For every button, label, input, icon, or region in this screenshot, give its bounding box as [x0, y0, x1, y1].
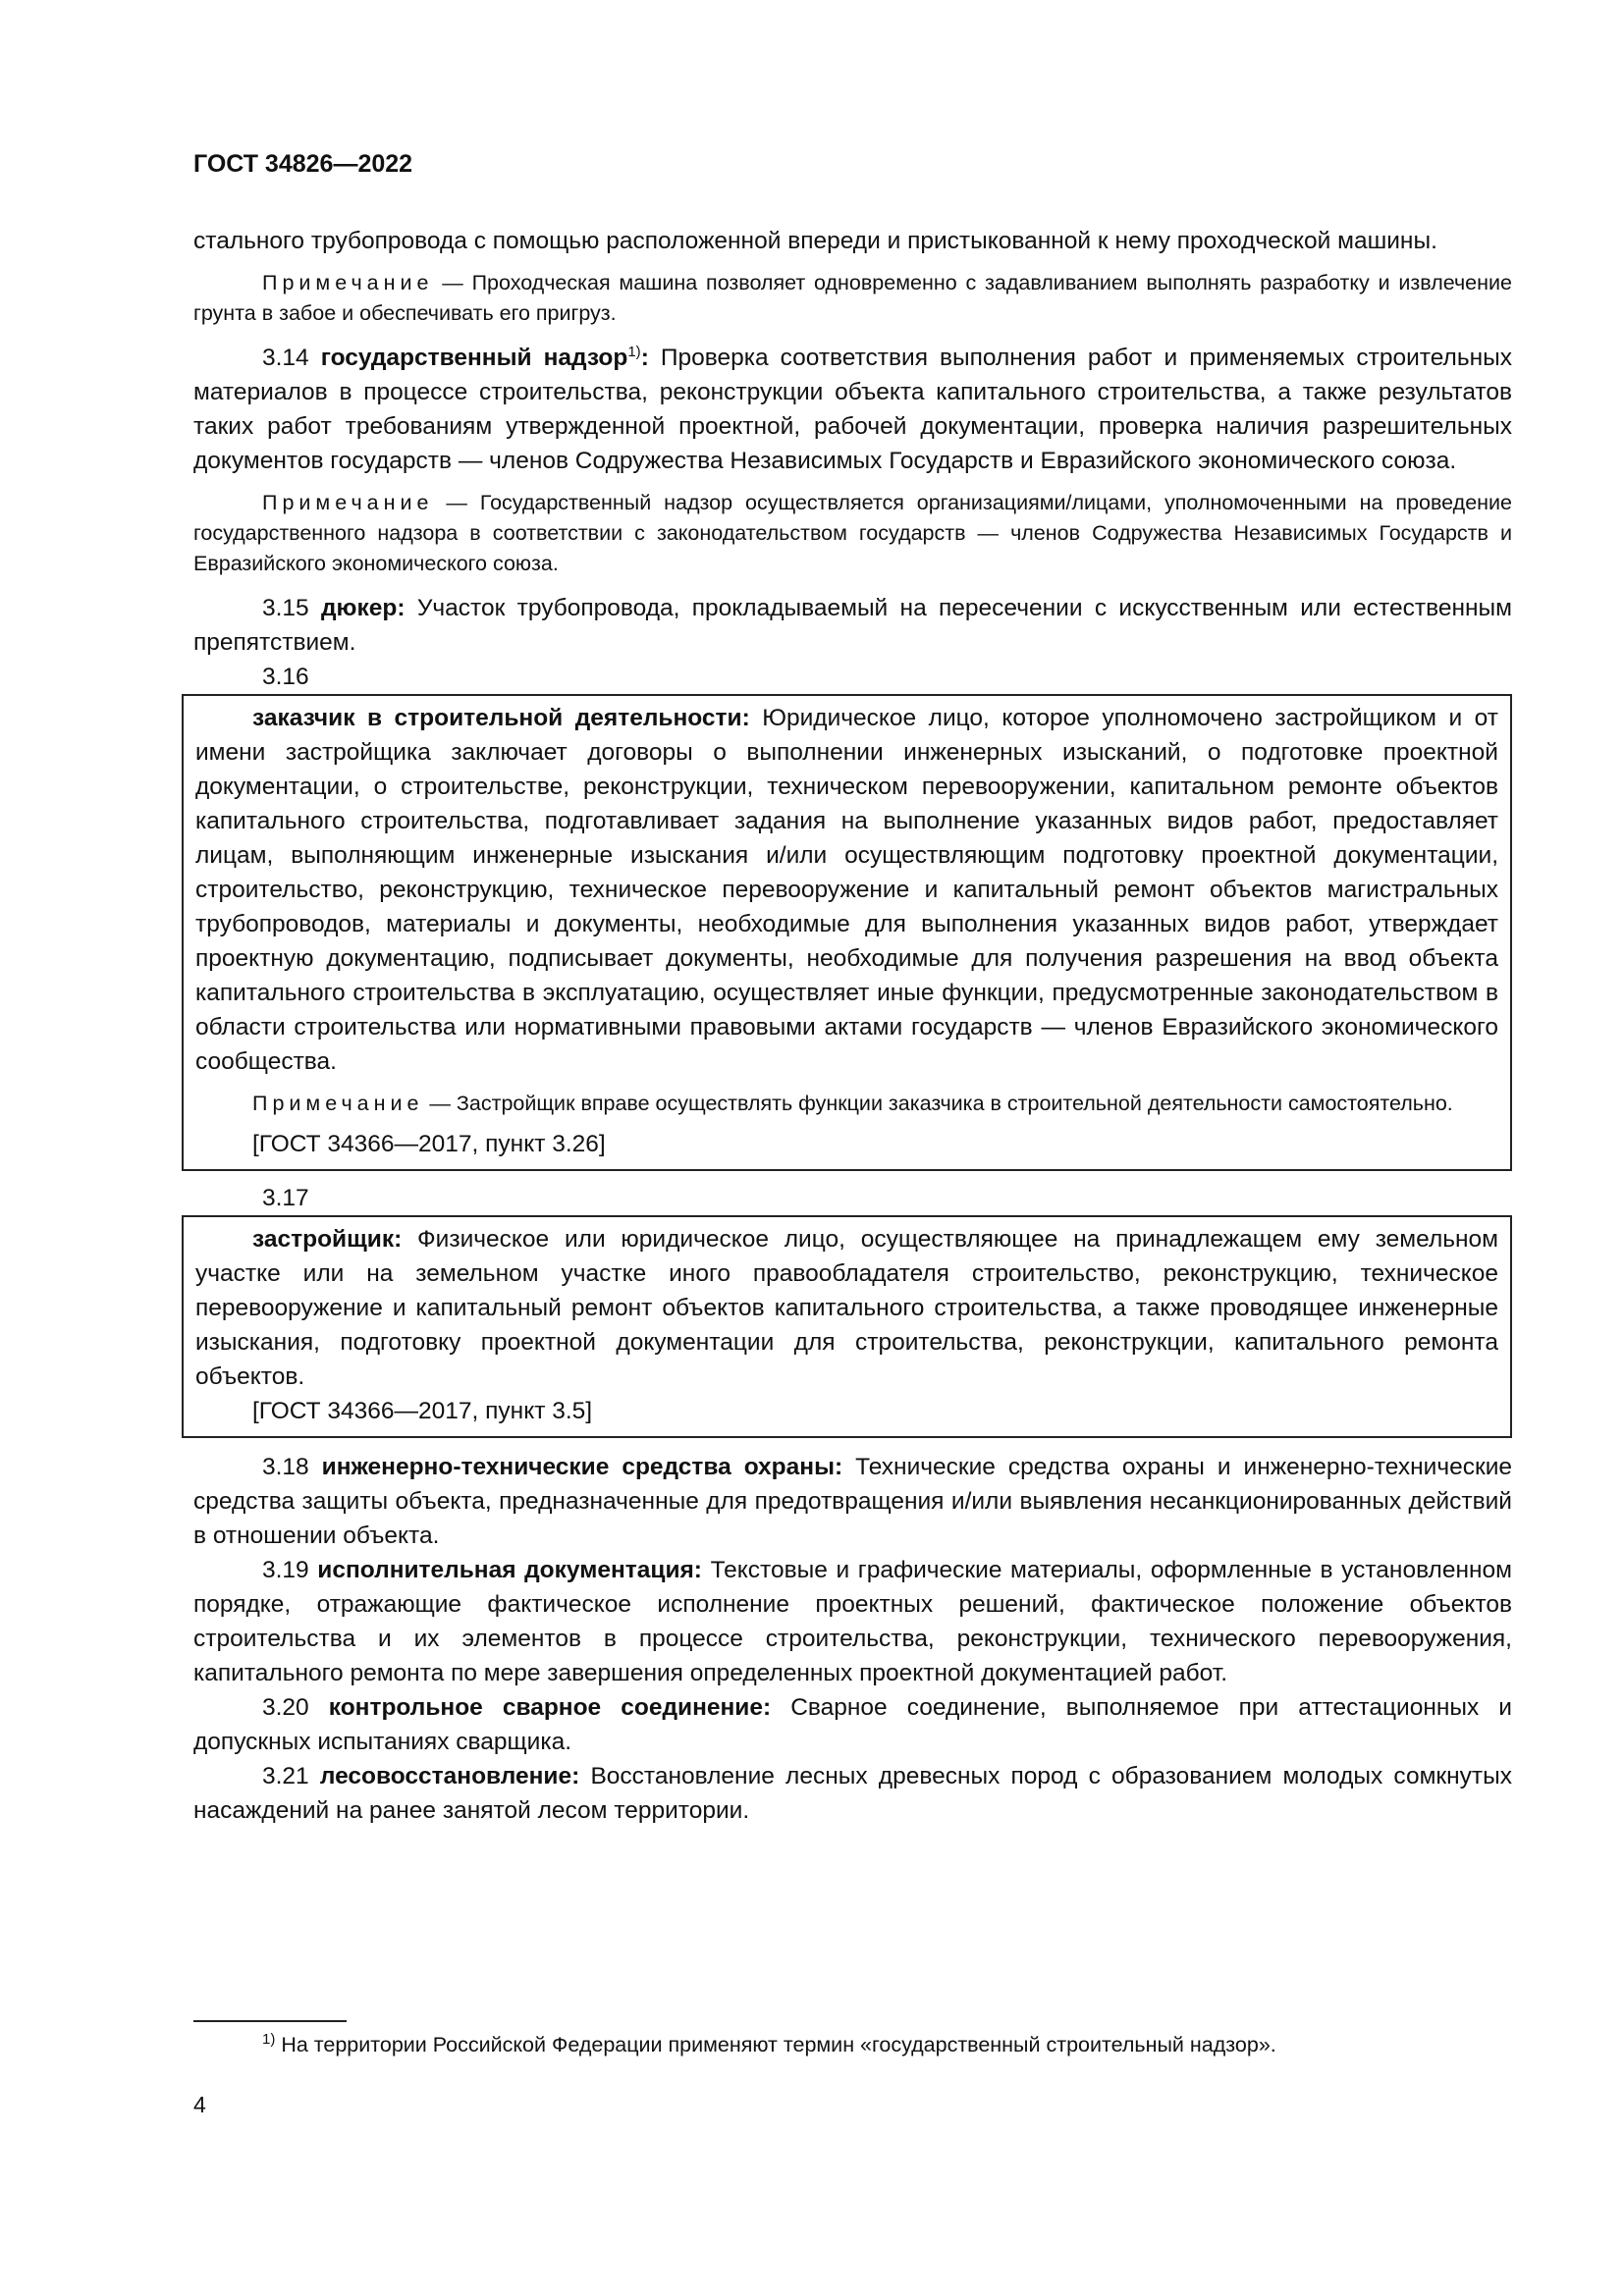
note-label: Примечание	[262, 271, 434, 294]
term-title: застройщик:	[252, 1226, 403, 1253]
note-1: Примечание — Проходческая машина позволяет одновременно с задавливанием выполнять разработку и извлечение грунта в забое и обеспечивать его пригруз.	[193, 271, 1512, 325]
footnote-separator	[193, 2020, 347, 2022]
note-3: Примечание — Застройщик вправе осуществлять функции заказчика в строительной деятельности самостоятельно.	[252, 1092, 1453, 1115]
source-reference: [ГОСТ 34366—2017, пункт 3.5]	[252, 1398, 593, 1424]
term-3-20: 3.20 контрольное сварное соединение: Сварное соединение, выполняемое при аттестационных и допускных испытаниях сварщика.	[193, 1694, 1512, 1755]
term-3-19: 3.19 исполнительная документация: Текстовые и графические материалы, оформленные в установленном порядке, отражающие фактическое исполнение проектных решений, фактическое положение объектов строительства и их элементов в процессе строительства, реконструкции, технического перевооружения, капитального ремонта по мере завершения определенных проектной документацией работ.	[193, 1557, 1512, 1686]
term-title: исполнительная документация:	[317, 1557, 702, 1583]
term-3-21: 3.21 лесовосстановление: Восстановление лесных древесных пород с образованием молодых сомкнутых насаждений на ранее занятой лесом территории.	[193, 1763, 1512, 1824]
term-title: лесовосстановление:	[319, 1763, 580, 1789]
term-3-15: 3.15 дюкер: Участок трубопровода, прокладываемый на пересечении с искусственным или естественным препятствием.	[193, 595, 1512, 656]
term-title: заказчик в строительной деятельности:	[252, 705, 750, 731]
footnote-ref: 1)	[627, 343, 641, 360]
term-3-16: заказчик в строительной деятельности: Юридическое лицо, которое уполномочено застройщиком и от имени застройщика заключает договоры о выполнении инженерных изысканий, о подготовке проектной документации, о строительстве, реконструкции, техническом перевооружении, капитальном ремонте объектов капитального строительства, подготавливает задания на выполнение указанных видов работ, предоставляет лицам, выполняющим инженерные изыскания и/или осуществляющим подготовку проектной документации, строительство, реконструкцию, техническое перевооружение и капитальный ремонт объектов магистральных трубопроводов, материалы и документы, необходимые для выполнения указанных видов работ, утверждает проектную документацию, подписывает документы, необходимые для получения разрешения на ввод объекта капитального строительства в эксплуатацию, осуществляет иные функции, предусмотренные законодательством в области строительства или нормативными правовыми актами государств — членов Евразийского экономического сообщества.	[195, 705, 1498, 1075]
term-3-18: 3.18 инженерно-технические средства охраны: Технические средства охраны и инженерно-технические средства защиты объекта, предназначенные для предотвращения и/или выявления несанкционированных действий в отношении объекта.	[193, 1454, 1513, 1549]
note-2: Примечание — Государственный надзор осуществляется организациями/лицами, уполномоченными на проведение государственного надзора в соответствии с законодательством государств — членов Содружества Независимых Государств и Евразийского экономического союза.	[193, 491, 1512, 575]
term-title: контрольное сварное соединение:	[328, 1694, 772, 1721]
footnote: $^{1)}$ На территории Российской Федерации применяют термин «государственный строительный надзор».	[262, 2030, 1276, 2056]
term-title: дюкер:	[321, 595, 406, 621]
continuation-paragraph: стального трубопровода с помощью расположенной впереди и пристыкованной к нему проходческой машины.	[193, 228, 1437, 254]
term-title: государственный надзор	[320, 345, 628, 371]
term-box-3-17	[182, 1215, 1512, 1438]
footnote-mark: 1)	[262, 2030, 276, 2048]
document-header: ГОСТ 34826—2022	[193, 150, 413, 178]
term-number-3-16: 3.16	[262, 664, 309, 690]
term-box-3-16	[182, 694, 1512, 1171]
source-reference: [ГОСТ 34366—2017, пункт 3.26]	[252, 1131, 606, 1157]
term-title: инженерно-технические средства охраны:	[321, 1454, 843, 1480]
term-3-14: 3.14 государственный надзор$^{1)}$: Проверка соответствия выполнения работ и применяемых строительных материалов в процессе строительства, реконструкции объекта капитального строительства, а также результатов таких работ требованиям утвержденной проектной, рабочей документации, проверка наличия разрешительных документов государств — членов Содружества Независимых Государств и Евразийского экономического союза.	[193, 343, 1512, 474]
term-3-17: застройщик: Физическое или юридическое лицо, осуществляющее на принадлежащем ему земельном участке или на земельном участке иного правообладателя строительство, реконструкцию, техническое перевооружение и капитальный ремонт объектов капитального строительства, а также проводящее инженерные изыскания, подготовку проектной документации для строительства, реконструкции, капитального ремонта объектов.	[195, 1226, 1498, 1390]
term-number-3-17: 3.17	[262, 1185, 309, 1211]
page-number: 4	[193, 2092, 206, 2117]
document-body	[193, 224, 1512, 1828]
